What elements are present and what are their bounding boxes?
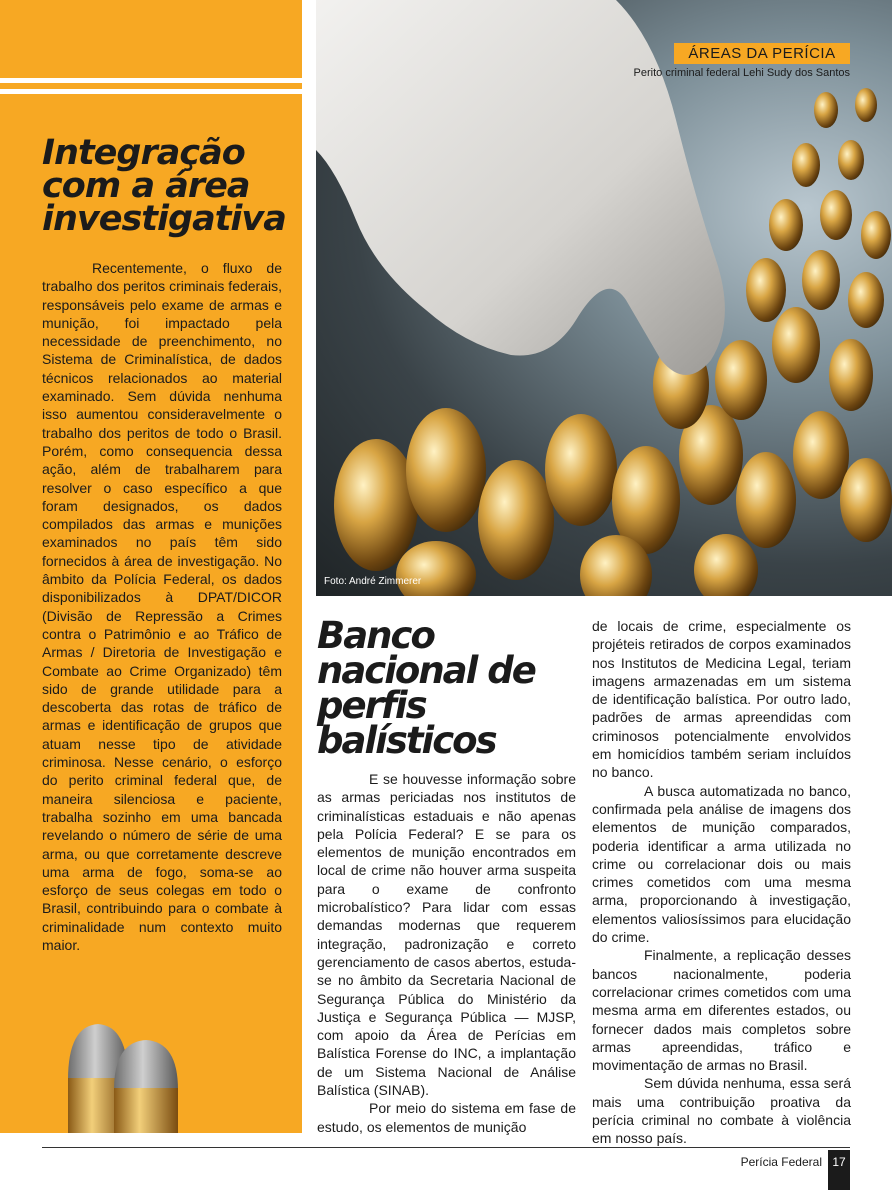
decorative-rule xyxy=(0,89,302,94)
paragraph: Por meio do sistema em fase de estudo, os elementos de munição xyxy=(317,1100,576,1135)
article2-title: Banco nacional de perfis balísticos xyxy=(317,614,535,762)
paragraph: A busca automatizada no banco, confirmada pela análise de imagens dos elementos de munição comparados, poderia identificar a arma utilizada no crime ou correlacionar dois ou mais crimes cometidos com uma mesma arma, proporcionando à investigação, elementos valiosíssimos para elucidação do crime. xyxy=(592,782,851,946)
gloved-hand xyxy=(316,0,725,375)
ammunition-photo xyxy=(316,0,892,596)
article2-column-2 xyxy=(592,617,851,1148)
author-byline: Perito criminal federal Lehi Sudy dos Santos xyxy=(633,67,850,79)
photo-credit: Foto: André Zimmerer xyxy=(324,576,422,587)
footer-publication: Perícia Federal xyxy=(740,1155,822,1169)
footer-divider xyxy=(42,1147,850,1148)
decorative-rule xyxy=(0,78,302,83)
cartridges-illustration xyxy=(60,1020,200,1133)
ammunition-photo-illustration xyxy=(316,0,892,596)
paragraph: Finalmente, a replicação desses bancos nacionalmente, poderia correlacionar crimes cometidos com uma mesma arma em diferentes estados, ou fornecer dados mais completos sobre armas apreendidas, tráfico e movimentação de armas no Brasil. xyxy=(592,947,851,1074)
article1-body-text: Recentemente, o fluxo de trabalho dos peritos criminais federais, responsáveis pelo exame de armas e munição, foi impactado pela necessidade de preenchimento, no Sistema de Criminalística, de dados técnicos relacionados ao material examinado. Sem dúvida nenhuma isso aumentou consideravelmente o trabalho dos peritos de todo o Brasil. Porém, como consequencia dessa ação, além de trabalharem para resolver o caso específico a que foram designados, os dados compilados das armas e munições examinados no país têm sido fornecidos à área de investigação. No âmbito da Polícia Federal, os dados disponibilizados à DPAT/DICOR (Divisão de Repressão a Crimes contra o Patrimônio e ao Tráfico de Armas / Diretoria de Investigação e Combate ao Crime Organizado) têm sido de grande utilidade para a descoberta das rotas de tráfico de armas e identificação de grupos que atuam nesse tipo de atividade criminosa. Nesse cenário, o esforço do perito criminal federal que, de maneira silenciosa e paciente, trabalha sozinho em uma bancada revelando o número de série de uma arma, ou que corretamente descreve uma arma de fogo, soma-se ao esforço de seus colegas em todo o Brasil, contribuindo para o combate à criminalidade num contexto muito maior. xyxy=(42,260,282,953)
left-sidebar-panel xyxy=(0,0,302,1133)
article1-body xyxy=(42,259,282,954)
page-number: 17 xyxy=(828,1150,850,1190)
article1-title: Integração com a área investigativa xyxy=(42,133,286,239)
paragraph: E se houvesse informação sobre as armas periciadas nos institutos de criminalísticas estaduais e não apenas pela Polícia Federal? E se para os elementos de munição encontrados em local de crime não houver arma suspeita para o exame de confronto microbalístico? Para lidar com essas demandas modernas que requerem integração, padronização e correto gerenciamento de casos abertos, estuda-se no âmbito da Secretaria Nacional de Segurança Pública do Ministério da Justiça e Segurança Pública — MJSP, com apoio da Área de Perícias em Balística Forense do INC, a implantação de um Sistema Nacional de Análise Balística (SINAB). xyxy=(317,771,576,1099)
paragraph: de locais de crime, especialmente os projéteis retirados de corpos examinados nos Institutos de Medicina Legal, teriam imagens armazenadas em um sistema de identificação balística. Por outro lado, padrões de armas apreendidas com criminosos potencialmente envolvidos em homicídios também seriam incluídos no banco. xyxy=(592,618,851,781)
paragraph: Sem dúvida nenhuma, essa será mais uma contribuição proativa da perícia criminal no combate à violência em nosso país. xyxy=(592,1075,851,1147)
section-label: ÁREAS DA PERÍCIA xyxy=(674,43,850,64)
article2-column-1 xyxy=(317,770,576,1136)
